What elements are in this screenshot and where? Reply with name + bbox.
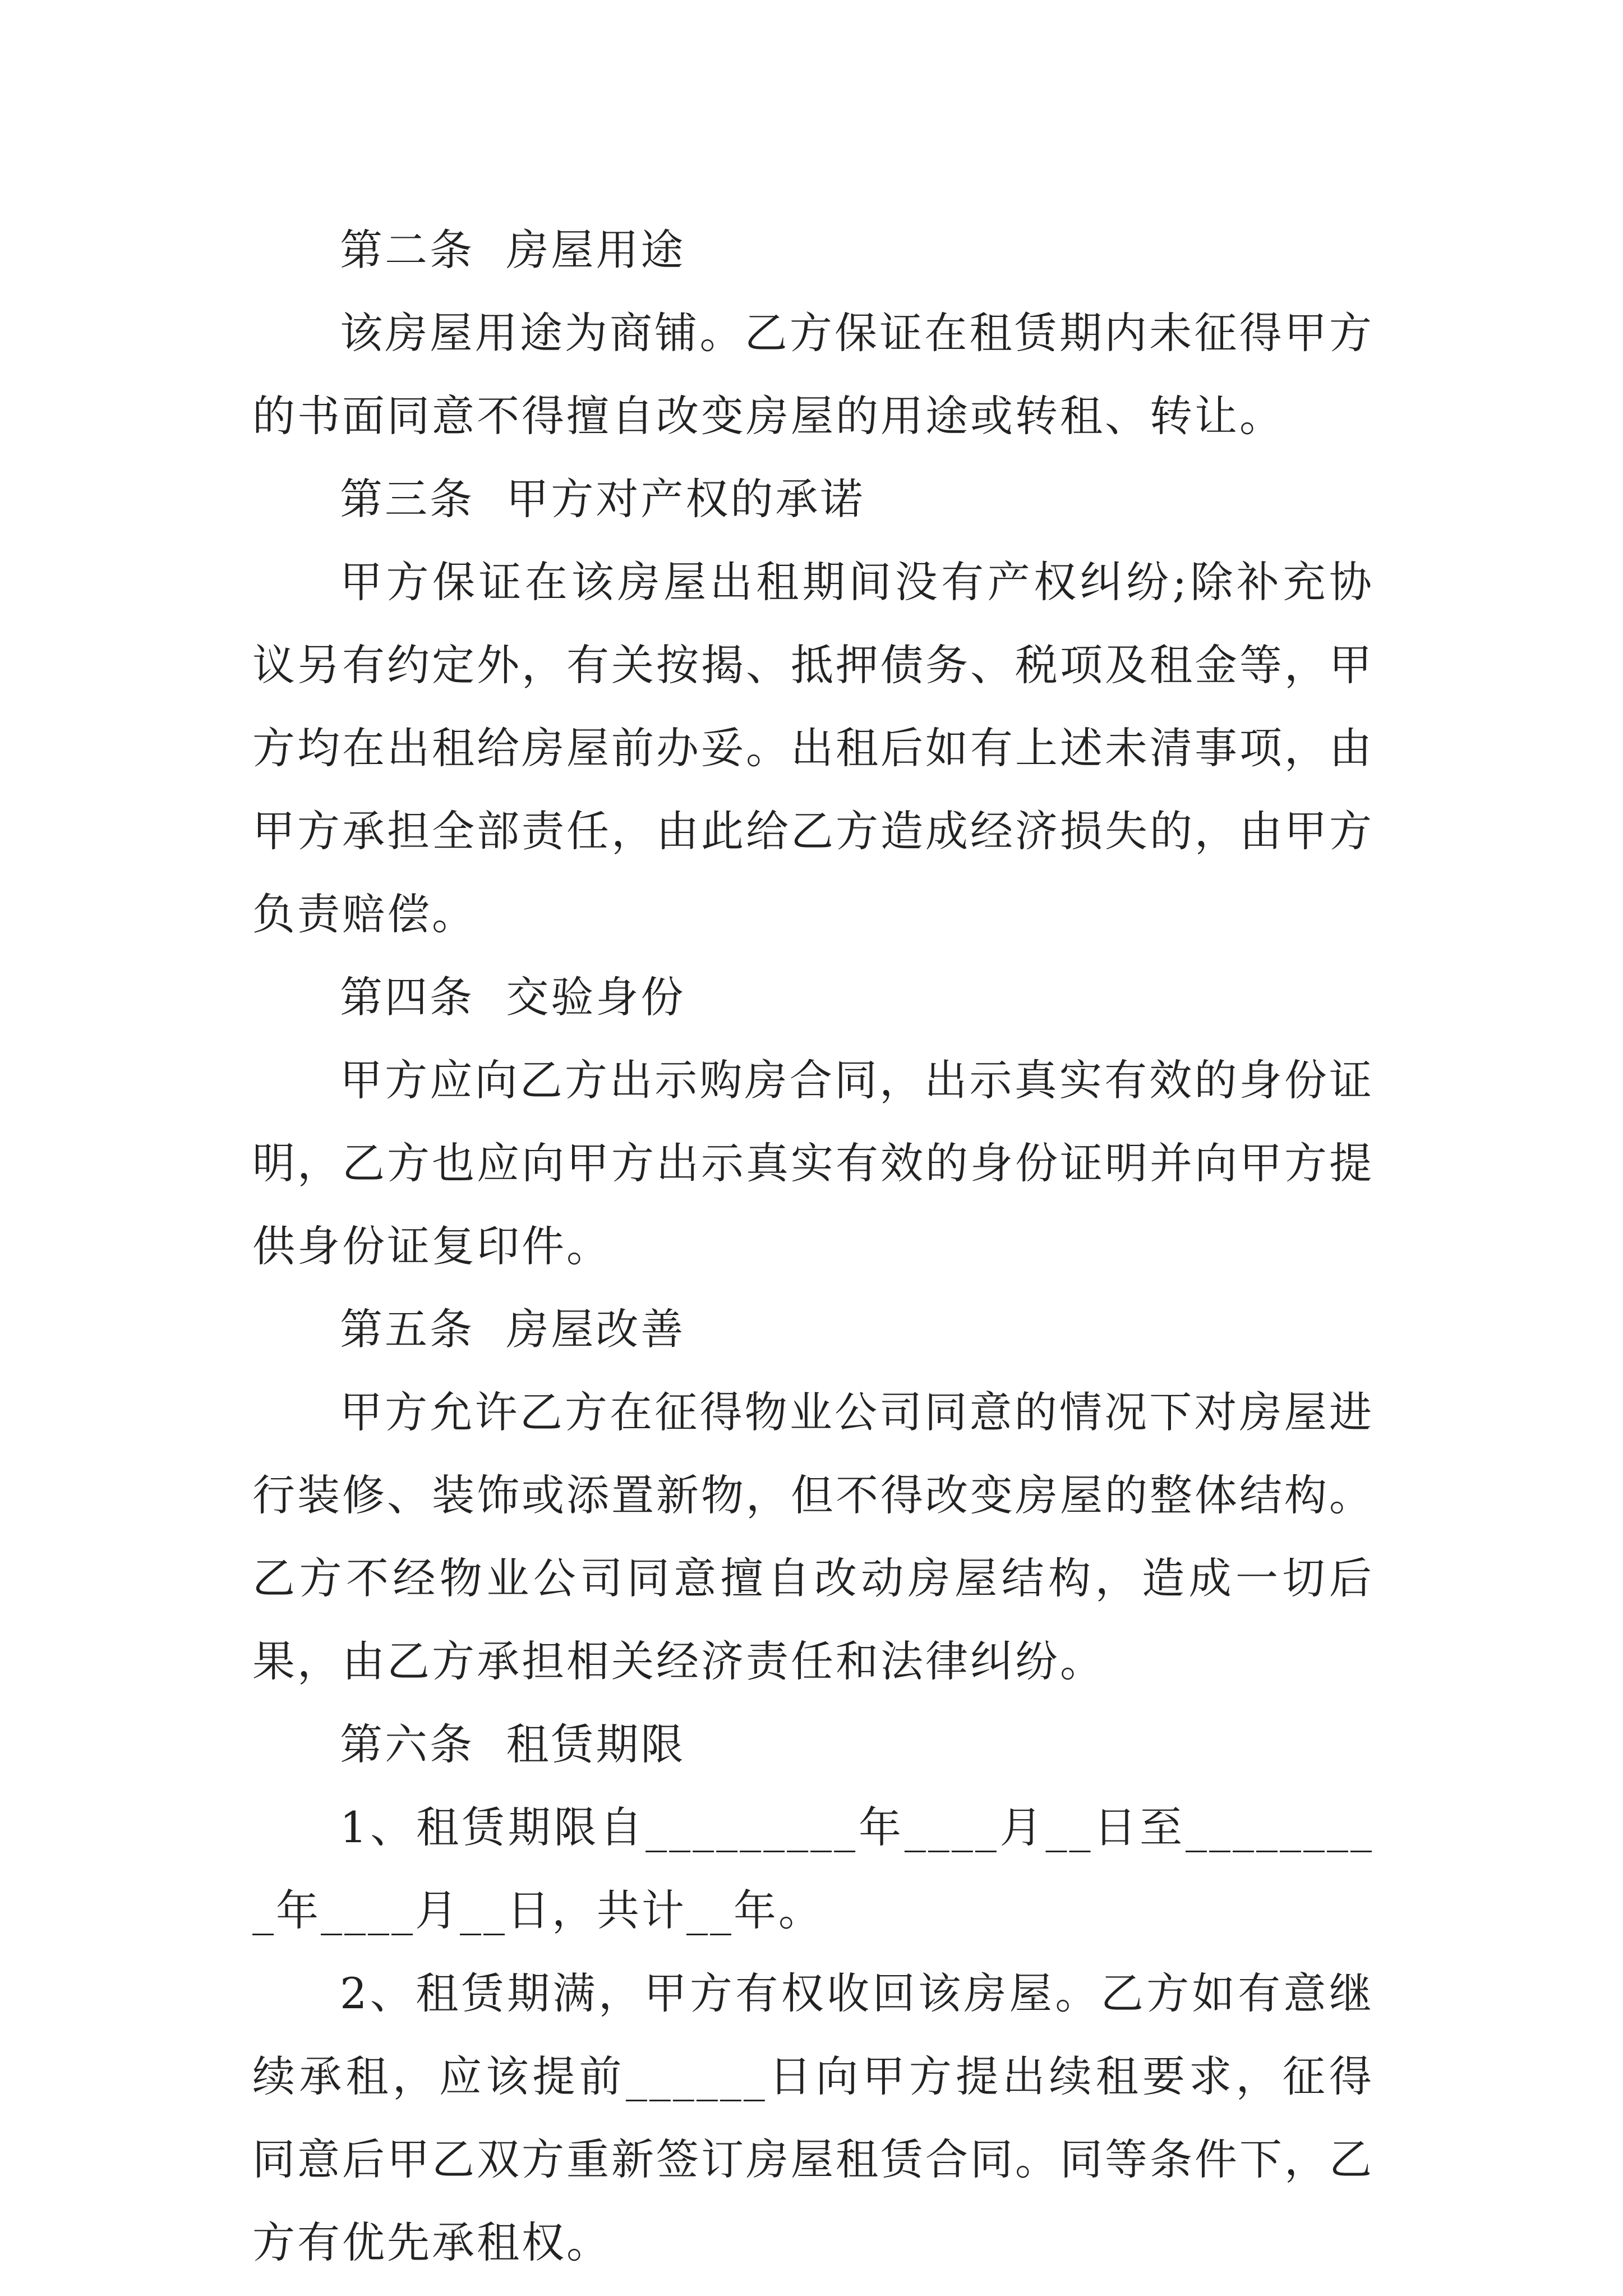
- article-6-heading: 第六条 租赁期限: [340, 1719, 686, 1769]
- article-3-heading: 第三条 甲方对产权的承诺: [340, 474, 865, 524]
- article-5-heading: 第五条 房屋改善: [340, 1304, 686, 1354]
- article-2-paragraph: 该房屋用途为商铺。乙方保证在租赁期内未征得甲方的书面同意不得擅自改变房屋的用途或转租、转让。: [252, 308, 1374, 441]
- article-4-heading: 第四条 交验身份: [340, 972, 686, 1022]
- article-3-paragraph: 甲方保证在该房屋出租期间没有产权纠纷;除补充协议另有约定外，有关按揭、抵押债务、税项及租金等，甲方均在出租给房屋前办妥。出租后如有上述未清事项，由甲方承担全部责任，由此给乙方造成经济损失的，由甲方负责赔偿。: [252, 557, 1374, 939]
- article-5-paragraph: 甲方允许乙方在征得物业公司同意的情况下对房屋进行装修、装饰或添置新物，但不得改变房屋的整体结构。乙方不经物业公司同意擅自改动房屋结构，造成一切后果，由乙方承担相关经济责任和法律纠纷。: [252, 1387, 1374, 1686]
- article-2-heading: 第二条 房屋用途: [340, 225, 686, 275]
- document-body: [252, 209, 1374, 2284]
- article-6-clause-2: 2、租赁期满，甲方有权收回该房屋。乙方如有意继续承租，应该提前______日向甲方提出续租要求，征得同意后甲乙双方重新签订房屋租赁合同。同等条件下，乙方有优先承租权。: [252, 1968, 1374, 2267]
- article-4-paragraph: 甲方应向乙方出示购房合同，出示真实有效的身份证明，乙方也应向甲方出示真实有效的身份证明并向甲方提供身份证复印件。: [252, 1055, 1374, 1271]
- article-6-clause-1: 1、租赁期限自_________年____月__日至_________年____月__日，共计__年。: [252, 1802, 1374, 1935]
